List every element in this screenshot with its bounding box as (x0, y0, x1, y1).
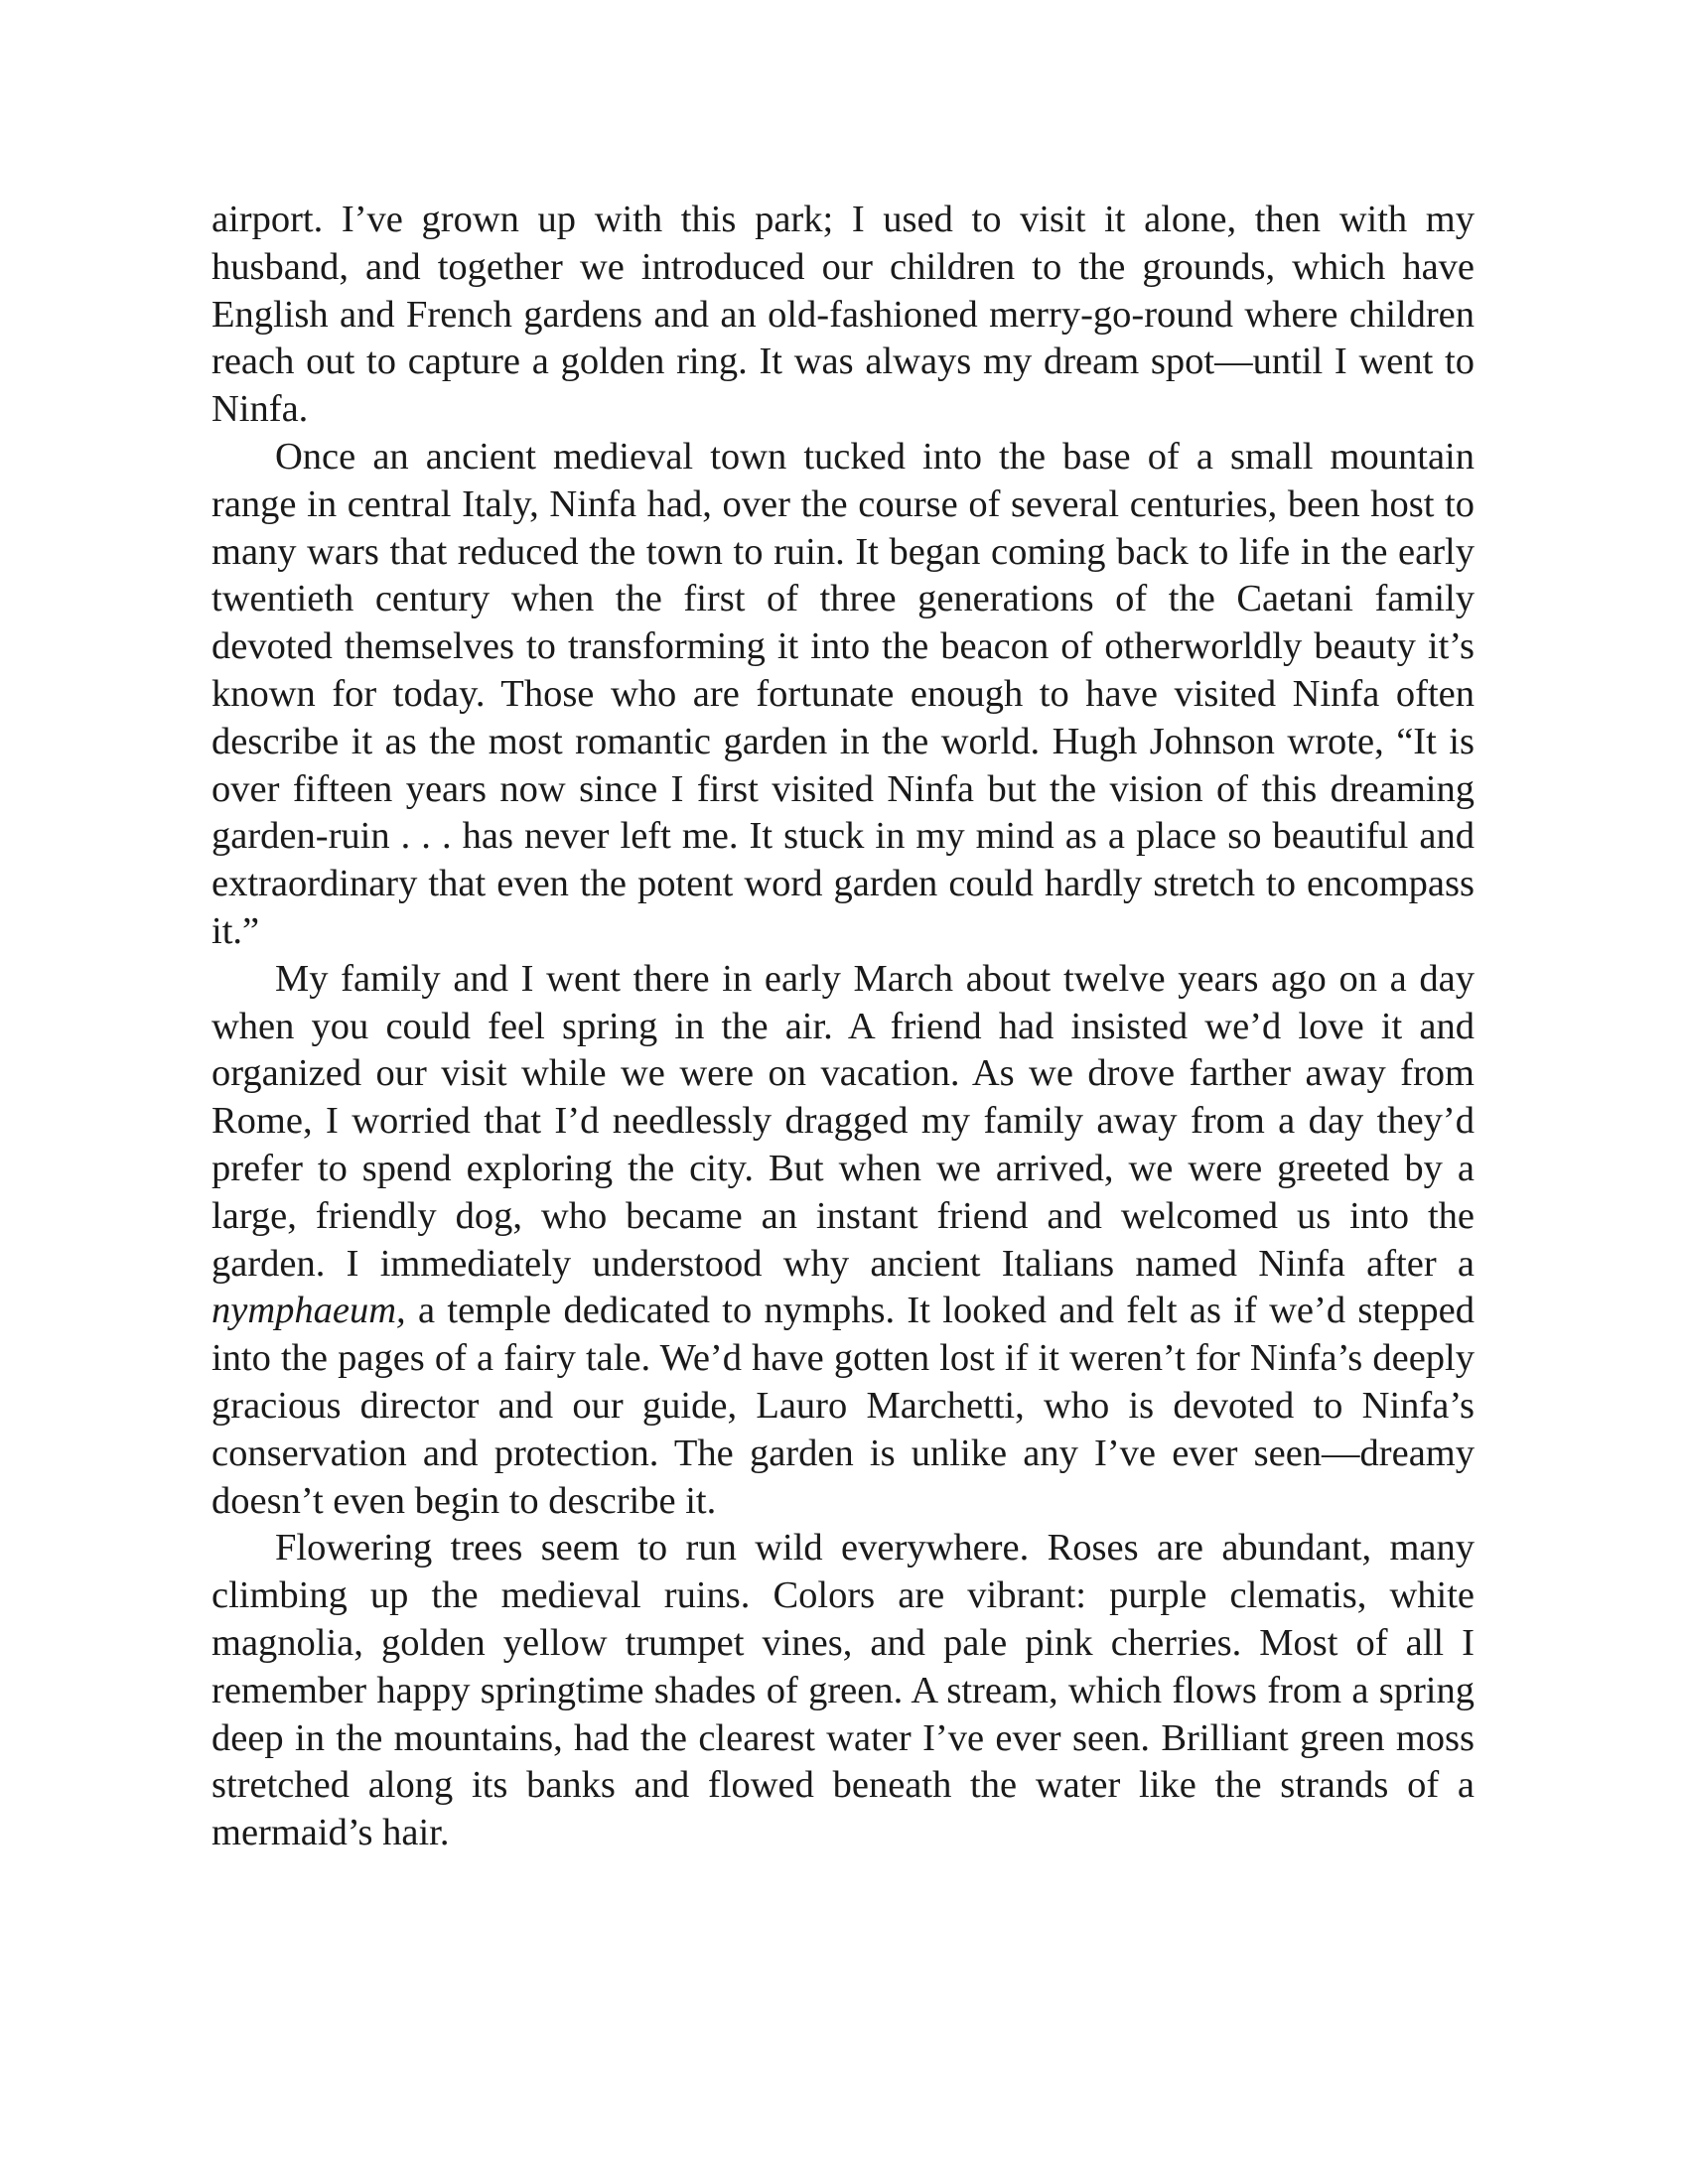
paragraph-flowering-trees: Flowering trees seem to run wild everywhere. Roses are abundant, many climbing up the medieval ruins. Colors are vibrant: purple clematis, white magnolia, golden yellow trumpet vines, and pale pink cherries. Most of all I remember happy springtime shades of green. A stream, which flows from a spring deep in the mountains, had the clearest water I’ve ever seen. Brilliant green moss stretched along its banks and flowed beneath the water like the strands of a mermaid’s hair. (211, 1527, 1475, 1854)
paragraph-visit (211, 956, 1475, 1526)
paragraph-park: airport. I’ve grown up with this park; I used to visit it alone, then with my husband, and together we introduced our children to the grounds, which have English and French gardens and an old-fashioned merry-go-round where children reach out to capture a golden ring. It was always my dream spot—until I went to Ninfa. (211, 199, 1475, 431)
paragraph-visit-italic: nymphaeum, (211, 1290, 406, 1332)
paragraph-ninfa-history: Once an ancient medieval town tucked into the base of a small mountain range in central Italy, Ninfa had, over the course of several centuries, been host to many wars that reduced the town to ruin. It began coming back to life in the early twentieth century when the first of three generations of the Caetani family devoted themselves to transforming it into the beacon of otherworldly beauty it’s known for today. Those who are fortunate enough to have visited Ninfa often describe it as the most romantic garden in the world. Hugh Johnson wrote, “It is over fifteen years now since I first visited Ninfa but the vision of this dreaming garden-ruin . . . has never left me. It stuck in my mind as a place so beautiful and extraordinary that even the potent word garden could hardly stretch to encompass it.” (211, 435, 1475, 952)
page-body (211, 197, 1475, 1857)
paragraph-visit-after: a temple dedicated to nymphs. It looked and felt as if we’d stepped into the pages of a fairy tale. We’d have gotten lost if it weren’t for Ninfa’s deeply gracious director and our guide, Lauro Marchetti, who is devoted to Ninfa’s conservation and protection. The garden is unlike any I’ve ever seen—dreamy doesn’t even begin to describe it. (211, 1290, 1475, 1522)
paragraph-visit-before: My family and I went there in early March about twelve years ago on a day when you could feel spring in the air. A friend had insisted we’d love it and organized our visit while we were on vacation. As we drove farther away from Rome, I worried that I’d needlessly dragged my family away from a day they’d prefer to spend exploring the city. But when we arrived, we were greeted by a large, friendly dog, who became an instant friend and welcomed us into the garden. I immediately understood why ancient Italians named Ninfa after a (211, 957, 1475, 1285)
